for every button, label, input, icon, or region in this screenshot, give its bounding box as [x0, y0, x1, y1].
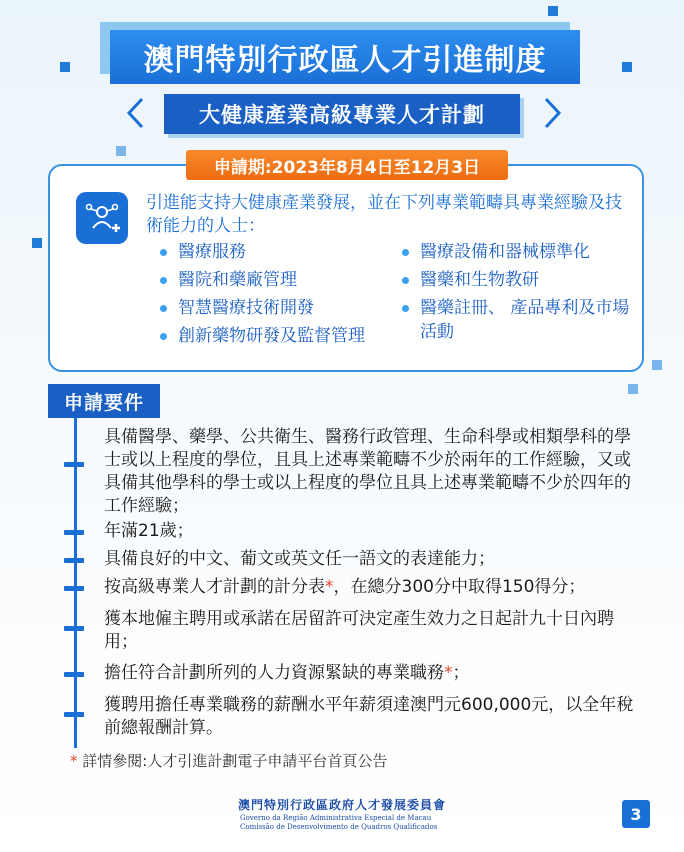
footnote-text: 詳情參閱:人才引進計劃電子申請平台首頁公告	[77, 752, 388, 770]
bullet-dash	[64, 530, 84, 535]
requirement-text: 具備良好的中文、葡文或英文任一語文的表達能力；	[104, 549, 495, 569]
list-item: 醫療服務	[158, 240, 376, 264]
decor-square	[622, 62, 632, 72]
bullet-dash	[64, 626, 84, 631]
organization-name-pt: Comissão de Desenvolvimento de Quadros Qualificados	[240, 823, 438, 831]
requirements-header: 申請要件	[48, 384, 160, 418]
organization-name: 澳門特別行政區政府人才發展委員會	[237, 798, 446, 812]
requirement-text: 按高級專業人才計劃的計分表	[104, 577, 325, 597]
requirement-text: 年滿21歲；	[104, 521, 194, 541]
requirement-item	[104, 576, 644, 599]
timeline-line	[74, 418, 77, 748]
decor-square	[548, 6, 558, 16]
list-item: 醫院和藥廠管理	[158, 268, 376, 292]
requirement-item	[104, 662, 644, 685]
subtitle: 大健康產業高級專業人才計劃	[164, 94, 520, 134]
organization-name-pt: Governo da Região Administrativa Especial de Macau	[240, 814, 432, 822]
requirement-text: ，在總分300分中取得150得分；	[333, 577, 586, 597]
bullet-dash	[64, 558, 84, 563]
requirement-item	[104, 548, 644, 571]
requirement-text: 具備醫學、藥學、公共衛生、醫務行政管理、生命科學或相類學科的學士或以上程度的學位，且具上述專業範疇不少於兩年的工作經驗，又或具備其他學科的學士或以上程度的學位且具上述專業範疇不少於四年的工作經驗；	[104, 427, 631, 516]
requirement-text: 擔任符合計劃所列的人力資源緊缺的專業職務	[104, 663, 444, 683]
field-list-left	[158, 240, 376, 352]
requirement-text: ；	[452, 663, 470, 683]
list-item: 創新藥物研發及監督管理	[158, 324, 376, 348]
requirement-text: 獲聘用擔任專業職務的薪酬水平年薪須達澳門元600,000元，以全年稅前總報酬計算。	[104, 695, 634, 738]
title-banner	[100, 22, 584, 84]
requirement-item	[104, 426, 644, 518]
requirement-item	[104, 520, 644, 543]
footnote	[70, 750, 387, 771]
field-list-right	[400, 240, 630, 348]
page-title: 澳門特別行政區人才引進制度	[110, 30, 580, 84]
people-network-icon	[76, 192, 128, 244]
decor-square	[32, 238, 42, 248]
asterisk: *	[70, 752, 78, 770]
decor-square	[116, 146, 126, 156]
page-number: 3	[622, 800, 650, 828]
subtitle-banner	[124, 94, 564, 138]
list-item: 智慧醫療技術開發	[158, 296, 376, 320]
list-item: 醫藥註冊、 產品專利及市場活動	[400, 296, 630, 344]
bullet-dash	[64, 462, 84, 467]
requirement-item	[104, 608, 644, 654]
card-intro: 引進能支持大健康產業發展，並在下列專業範疇具專業經驗及技術能力的人士：	[146, 193, 622, 236]
asterisk: *	[444, 663, 453, 683]
eligibility-card	[48, 164, 644, 372]
asterisk: *	[325, 577, 334, 597]
list-item: 醫療設備和器械標準化	[400, 240, 630, 264]
bullet-dash	[64, 712, 84, 717]
chevron-left-icon[interactable]	[124, 96, 148, 130]
decor-square	[60, 62, 70, 72]
decor-square	[628, 384, 638, 394]
requirement-item	[104, 694, 644, 740]
application-period: 申請期:2023年8月4日至12月3日	[186, 150, 508, 180]
decor-square	[652, 360, 662, 370]
bullet-dash	[64, 586, 84, 591]
bullet-dash	[64, 672, 84, 677]
requirement-text: 獲本地僱主聘用或承諾在居留許可決定產生效力之日起計九十日內聘用；	[104, 609, 614, 652]
chevron-right-icon[interactable]	[540, 96, 564, 130]
list-item: 醫藥和生物教研	[400, 268, 630, 292]
